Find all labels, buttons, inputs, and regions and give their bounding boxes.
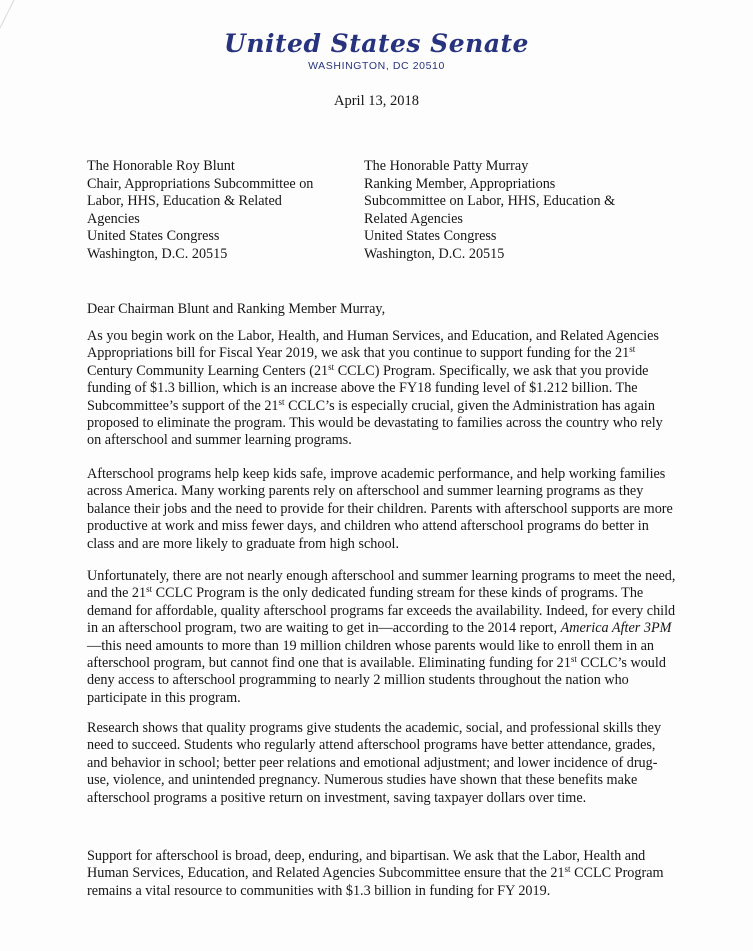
senate-name: United States Senate (224, 29, 529, 58)
addressee-left-line: Labor, HHS, Education & Related (87, 193, 282, 210)
addressee-right-line: Subcommittee on Labor, HHS, Education & (364, 193, 616, 210)
paragraph-funding-request: As you begin work on the Labor, Health, and Human Services, and Education, and Related Agencies Appropriations bill for Fiscal Year 2019, we ask that you continue to support funding for the 21st Century Community Learning Centers (21st CCLC) Program. Specifically, we ask that you provide funding of $1.3 billion, which is an increase above the FY18 funding level of $1.212 billion. The Subcommittee’s support of the 21st CCLC’s is especially crucial, given the Administration has again proposed to eliminate the program. This would be devastating to families across the country who rely on afterschool and summer learning programs. (87, 328, 663, 449)
addressee-right (364, 158, 654, 264)
addressee-left-line: The Honorable Roy Blunt (87, 158, 235, 174)
addressee-right-line: United States Congress (364, 228, 497, 245)
addressee-left-line: United States Congress (87, 228, 220, 245)
addressee-left-line: Chair, Appropriations Subcommittee on (87, 175, 314, 192)
addressee-right-line: Ranking Member, Appropriations (364, 175, 556, 192)
addressee-right-line: Related Agencies (364, 210, 463, 227)
addressee-left-line: Washington, D.C. 20515 (87, 245, 228, 262)
paragraph-research: Research shows that quality programs give students the academic, social, and professional skills they need to succeed. Students who regularly attend afterschool programs have better attendance, grades, and behavior in school; better peer relations and emotional adjustment; and lower incidence of drug-use, violence, and unintended pregnancy. Numerous studies have shown that these benefits make afterschool programs a positive return on investment, saving taxpayer dollars over time. (87, 720, 662, 806)
paragraph-benefits: Afterschool programs help keep kids safe, improve academic performance, and help working families across America. Many working parents rely on afterschool and summer learning programs as they balance their jobs and the need to provide for their children. Parents with afterschool supports are more productive at work and miss fewer days, and children who attend afterschool programs do better in class and are more likely to graduate from high school. (87, 466, 673, 552)
salutation: Dear Chairman Blunt and Ranking Member Murray, (87, 301, 386, 317)
letter-date: April 13, 2018 (334, 93, 419, 109)
paragraph-demand: Unfortunately, there are not nearly enough afterschool and summer learning programs to meet the need, and the 21st CCLC Program is the only dedicated funding stream for these kinds of programs. The demand for affordable, quality afterschool programs far exceeds the availability. Indeed, for every child in an afterschool program, two are waiting to get in—according to the 2014 report, America After 3PM—this need amounts to more than 19 million children whose parents would like to enroll them in an afterschool program, but cannot find one that is available. Eliminating funding for 21st CCLC’s would deny access to afterschool programming to nearly 2 million students throughout the nation who participate in this program. (87, 568, 676, 706)
addressee-left-line: Agencies (87, 210, 140, 227)
senate-city: WASHINGTON, DC 20510 (308, 60, 445, 72)
letterhead (0, 30, 753, 73)
addressee-right-line: Washington, D.C. 20515 (364, 245, 505, 262)
paragraph-support: Support for afterschool is broad, deep, enduring, and bipartisan. We ask that the Labor, Health and Human Services, Education, and Related Agencies Subcommittee ensure that the 21st CCLC Program remains a vital resource to communities with $1.3 billion in funding for FY 2019. (87, 848, 664, 899)
addressee-left (87, 158, 337, 264)
addressee-right-line: The Honorable Patty Murray (364, 158, 529, 174)
